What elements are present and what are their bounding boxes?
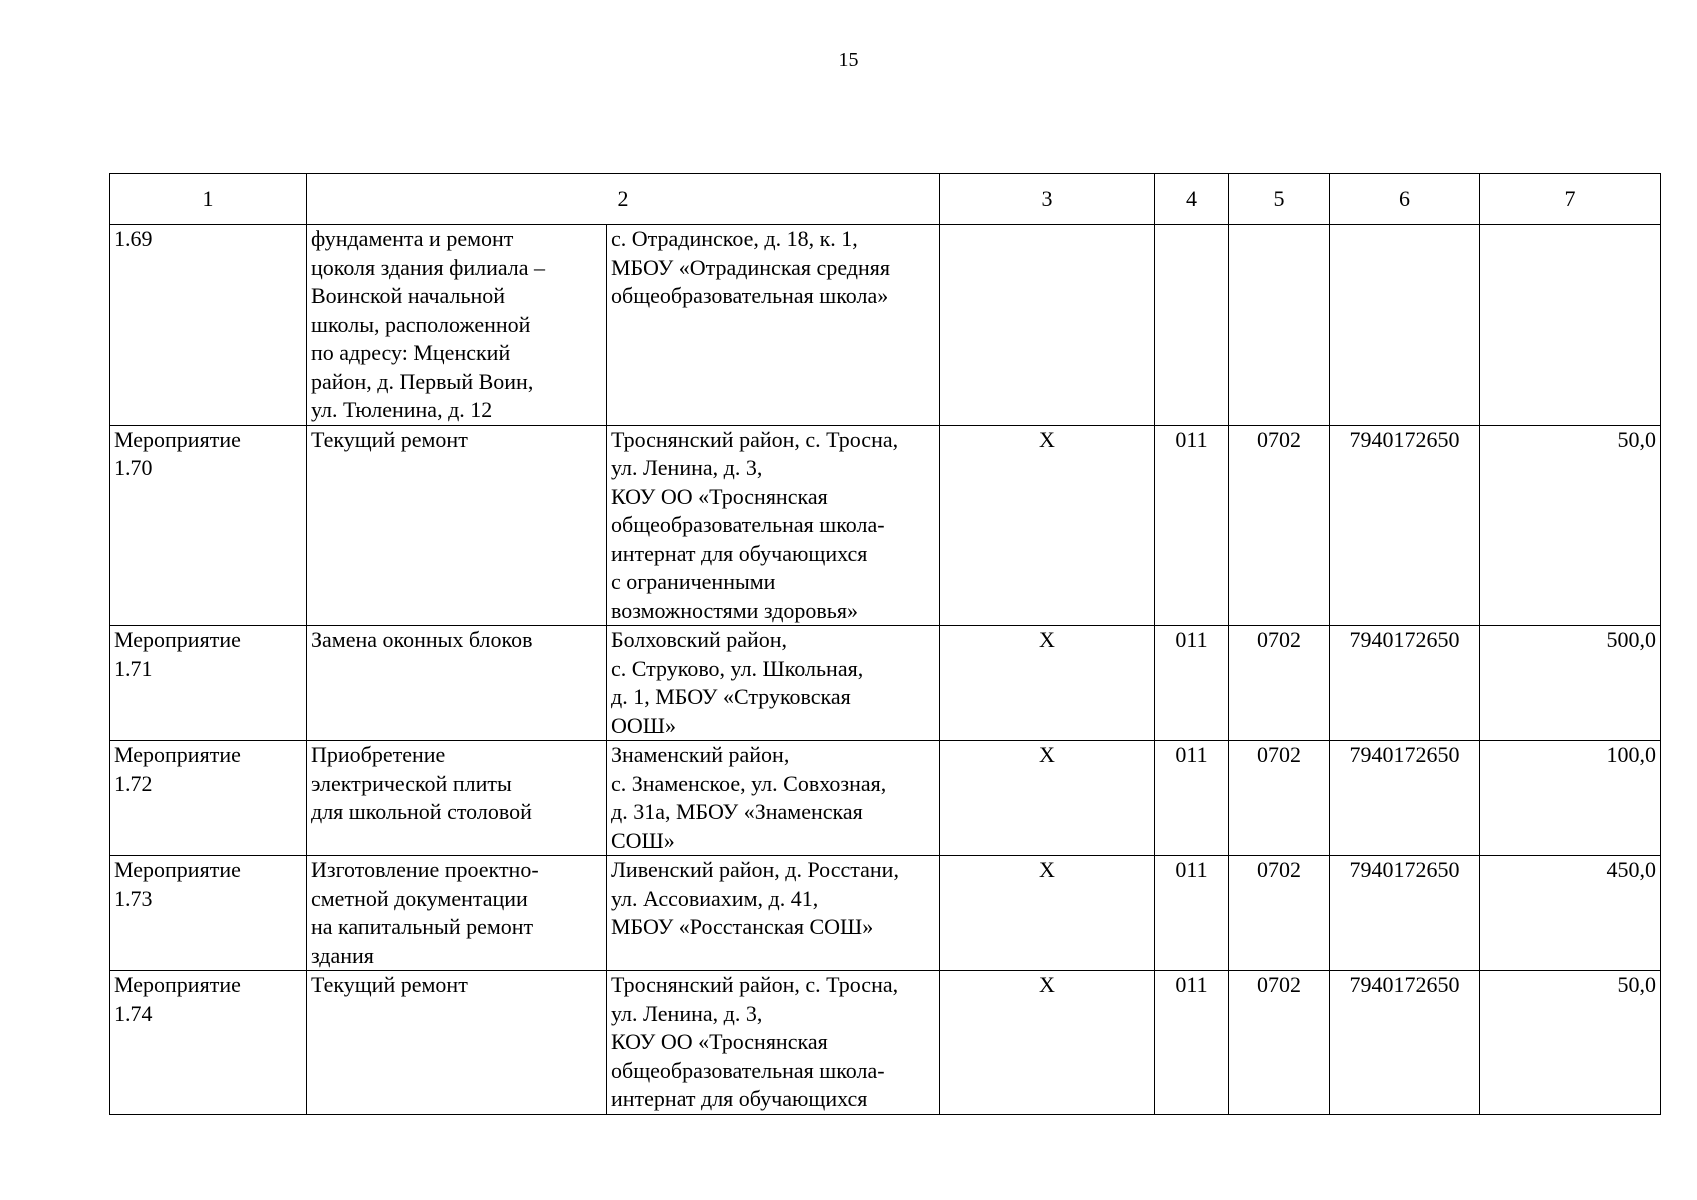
row-col5 (1229, 225, 1330, 426)
row-col3: X (940, 741, 1155, 856)
row-col3 (940, 225, 1155, 426)
row-id: Мероприятие 1.70 (110, 425, 307, 626)
header-row (110, 174, 1661, 225)
row-col5: 0702 (1229, 626, 1330, 741)
row-id: 1.69 (110, 225, 307, 426)
row-col7 (1480, 225, 1661, 426)
row-col6: 7940172650 (1330, 971, 1480, 1115)
row-col5: 0702 (1229, 971, 1330, 1115)
row-col6: 7940172650 (1330, 425, 1480, 626)
row-col7: 450,0 (1480, 856, 1661, 971)
row-address: Троснянский район, с. Тросна, ул. Ленина, д. 3, КОУ ОО «Троснянская общеобразовательная школа- интернат для обучающихся (607, 971, 940, 1115)
row-col7: 100,0 (1480, 741, 1661, 856)
table-row (110, 626, 1661, 741)
row-col6 (1330, 225, 1480, 426)
row-col4: 011 (1155, 425, 1229, 626)
table-row (110, 225, 1661, 426)
row-address: Болховский район, с. Струково, ул. Школьная, д. 1, МБОУ «Струковская ООШ» (607, 626, 940, 741)
row-col6: 7940172650 (1330, 741, 1480, 856)
column-header-5: 5 (1229, 174, 1330, 225)
row-name: фундамента и ремонт цоколя здания филиала – Воинской начальной школы, расположенной по адресу: Мценский район, д. Первый Воин, ул. Тюленина, д. 12 (307, 225, 607, 426)
row-name: Приобретение электрической плиты для школьной столовой (307, 741, 607, 856)
row-col6: 7940172650 (1330, 626, 1480, 741)
row-id: Мероприятие 1.71 (110, 626, 307, 741)
row-col3: X (940, 626, 1155, 741)
column-header-7: 7 (1480, 174, 1661, 225)
row-col5: 0702 (1229, 425, 1330, 626)
row-address: Ливенский район, д. Росстани, ул. Ассовиахим, д. 41, МБОУ «Росстанская СОШ» (607, 856, 940, 971)
row-id: Мероприятие 1.73 (110, 856, 307, 971)
column-header-4: 4 (1155, 174, 1229, 225)
column-header-1: 1 (110, 174, 307, 225)
row-col7: 50,0 (1480, 971, 1661, 1115)
row-id: Мероприятие 1.72 (110, 741, 307, 856)
table-row (110, 425, 1661, 626)
row-col4: 011 (1155, 626, 1229, 741)
column-header-6: 6 (1330, 174, 1480, 225)
measures-table (109, 173, 1661, 1115)
row-col3: X (940, 425, 1155, 626)
column-header-2: 2 (307, 174, 940, 225)
row-col4: 011 (1155, 741, 1229, 856)
table-row (110, 741, 1661, 856)
row-col3: X (940, 971, 1155, 1115)
row-col5: 0702 (1229, 856, 1330, 971)
row-col7: 500,0 (1480, 626, 1661, 741)
row-name: Замена оконных блоков (307, 626, 607, 741)
row-col4 (1155, 225, 1229, 426)
row-col6: 7940172650 (1330, 856, 1480, 971)
column-header-3: 3 (940, 174, 1155, 225)
row-address: Троснянский район, с. Тросна, ул. Ленина, д. 3, КОУ ОО «Троснянская общеобразовательная школа- интернат для обучающихся с ограниченными возможностями здоровья» (607, 425, 940, 626)
row-col3: X (940, 856, 1155, 971)
row-id: Мероприятие 1.74 (110, 971, 307, 1115)
row-name: Текущий ремонт (307, 971, 607, 1115)
row-col4: 011 (1155, 971, 1229, 1115)
row-col7: 50,0 (1480, 425, 1661, 626)
row-address: с. Отрадинское, д. 18, к. 1, МБОУ «Отрадинская средняя общеобразовательная школа» (607, 225, 940, 426)
table-row (110, 971, 1661, 1115)
row-name: Изготовление проектно- сметной документации на капитальный ремонт здания (307, 856, 607, 971)
table-row (110, 856, 1661, 971)
row-col4: 011 (1155, 856, 1229, 971)
row-name: Текущий ремонт (307, 425, 607, 626)
row-address: Знаменский район, с. Знаменское, ул. Совхозная, д. 31а, МБОУ «Знаменская СОШ» (607, 741, 940, 856)
page-number: 15 (838, 49, 859, 71)
row-col5: 0702 (1229, 741, 1330, 856)
